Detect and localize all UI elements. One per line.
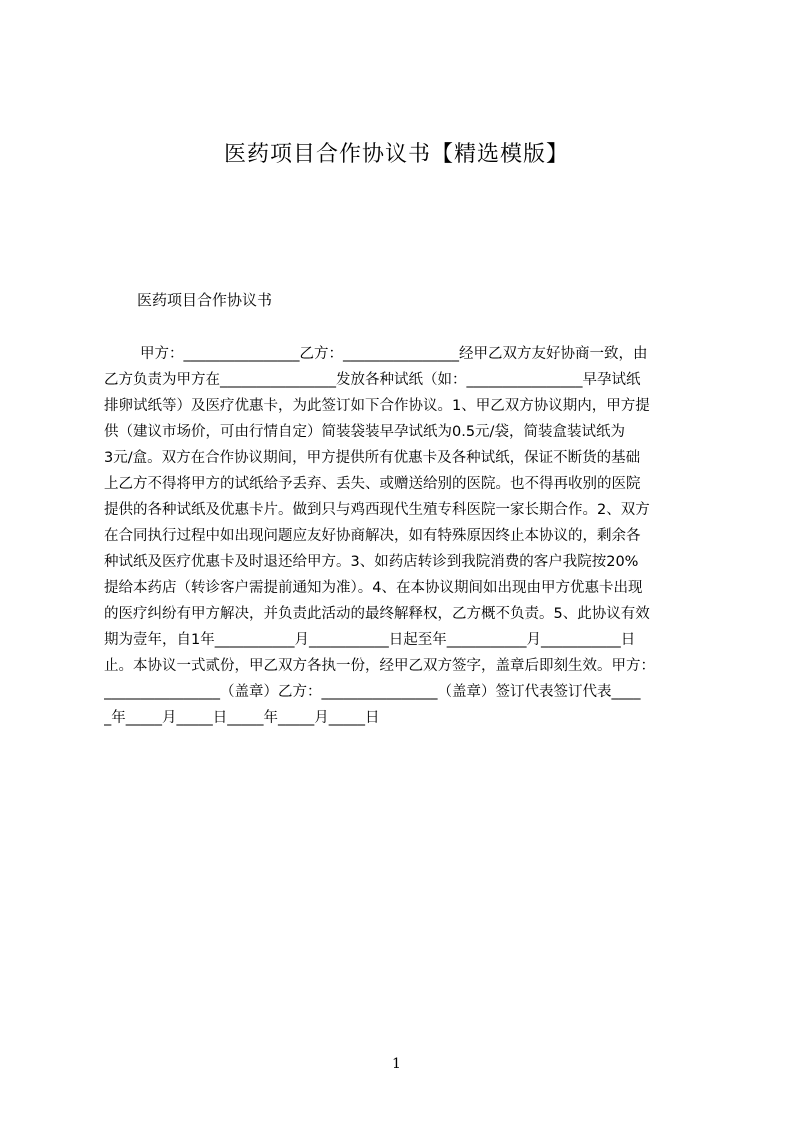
body-line: 期为壹年，自1年___________月___________日起至年___________月___________日	[104, 632, 636, 648]
body-line: 3元/盒。双方在合作协议期间，甲方提供所有优惠卡及各种试纸，保证不断货的基础	[104, 450, 641, 466]
body-line: _年_____月_____日_____年_____月_____日	[104, 710, 380, 726]
page-number: 1	[392, 1056, 401, 1072]
body-line: 提给本药店（转诊客户需提前通知为准）。4、在本协议期间如出现由甲方优惠卡出现	[104, 580, 643, 596]
body-line: 乙方负责为甲方在________________发放各种试纸（如：________________早孕试纸	[104, 372, 641, 388]
body-line: ________________（盖章）乙方：________________（盖章）签订代表签订代表____	[104, 684, 641, 700]
document-subtitle: 医药项目合作协议书	[137, 291, 273, 309]
agreement-body	[104, 344, 698, 734]
body-line: 在合同执行过程中如出现问题应友好协商解决，如有特殊原因终止本协议的，剩余各	[104, 528, 641, 544]
body-line: 提供的各种试纸及优惠卡片。做到只与鸡西现代生殖专科医院一家长期合作。2、双方	[104, 502, 650, 518]
body-line: 上乙方不得将甲方的试纸给予丢弃、丢失、或赠送给别的医院。也不得再收别的医院	[104, 476, 641, 492]
page-title: 医药项目合作协议书【精选模版】	[223, 142, 569, 167]
body-line: 的医疗纠纷有甲方解决，并负责此活动的最终解释权，乙方概不负责。5、此协议有效	[104, 606, 650, 622]
body-line: 供（建议市场价，可由行情自定）简装袋装早孕试纸为0.5元/袋，简装盒装试纸为	[104, 424, 625, 440]
body-line: 止。本协议一式贰份，甲乙双方各执一份，经甲乙双方签字，盖章后即刻生效。甲方：	[104, 658, 655, 674]
body-line: 甲方：________________乙方：________________经甲乙双方友好协商一致，由	[140, 346, 648, 362]
body-line: 排卵试纸等）及医疗优惠卡，为此签订如下合作协议。1、甲乙双方协议期内，甲方提	[104, 398, 650, 414]
body-line: 种试纸及医疗优惠卡及时退还给甲方。3、如药店转诊到我院消费的客户我院按20%	[104, 554, 639, 570]
